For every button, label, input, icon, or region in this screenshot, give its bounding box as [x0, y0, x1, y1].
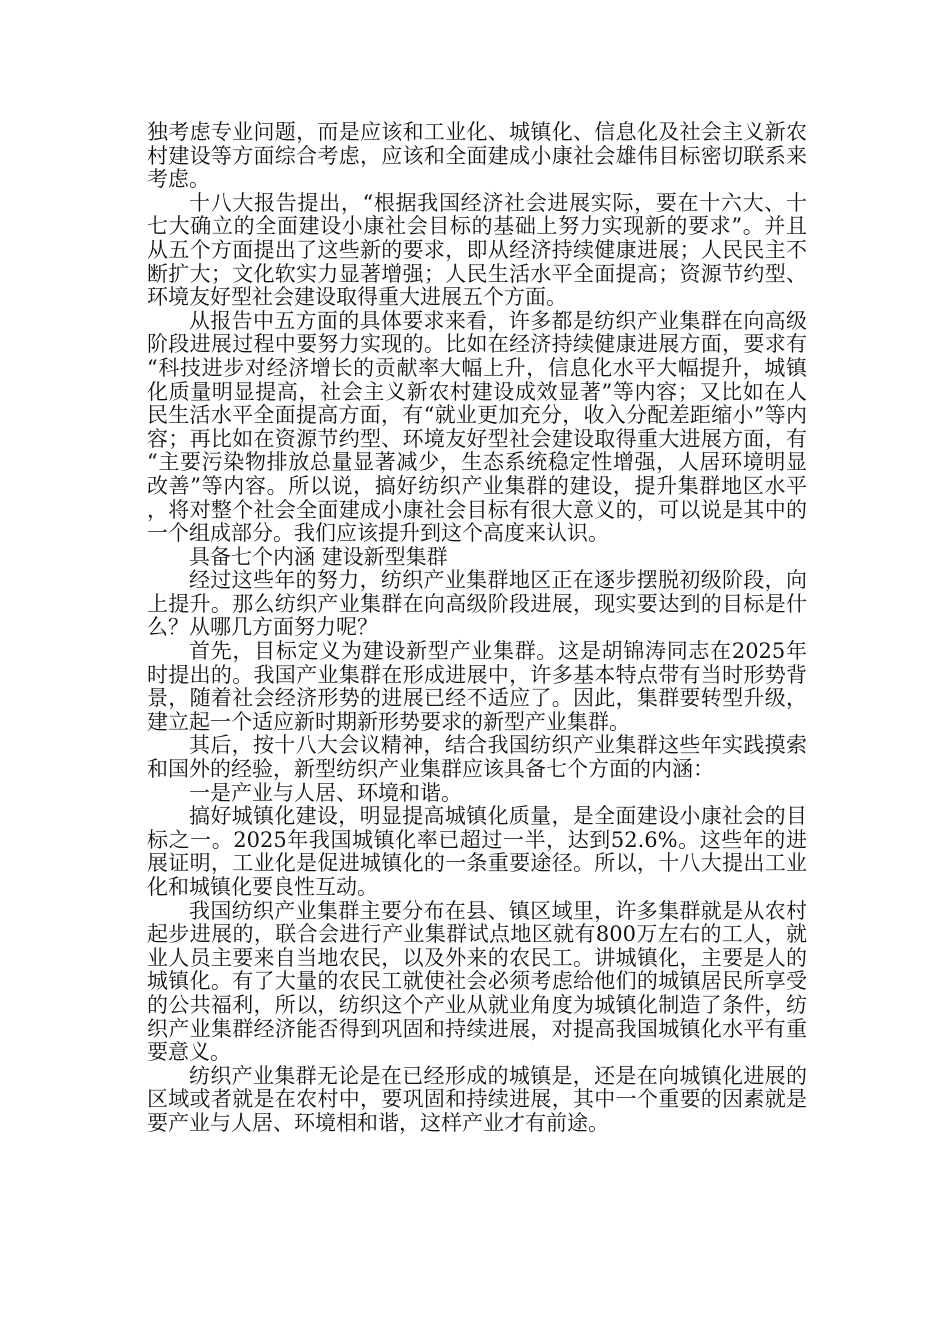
subheading: 一是产业与人居、环境和谐。	[189, 780, 462, 805]
paragraph-continuation: 独考虑专业问题，而是应该和工业化、城镇化、信息化及社会主义新农村建设等方面综合考虑，应该和全面建成小康社会雄伟目标密切联系来考虑。	[147, 120, 807, 192]
paragraph: 搞好城镇化建设，明显提高城镇化质量，是全面建设小康社会的目标之一。2025年我国城镇化率已超过一半，达到52.6%。这些年的进展证明，工业化是促进城镇化的一条重要途径。所以，十八大提出工业化和城镇化要良性互动。	[147, 804, 807, 899]
paragraph: 从报告中五方面的具体要求来看，许多都是纺织产业集群在向高级阶段进展过程中要努力实现的。比如在经济持续健康进展方面，要求有“科技进步对经济增长的贡献率大幅上升，信息化水平大幅提升，城镇化质量明显提高，社会主义新农村建设成效显著”等内容；又比如在人民生活水平全面提高方面，有“就业更加充分，收入分配差距缩小”等内容；再比如在资源节约型、环境友好型社会建设取得重大进展方面，有“主要污染物排放总量显著减少，生态系统稳定性增强，人居环境明显改善”等内容。所以说，搞好纺织产业集群的建设，提升集群地区水平，将对整个社会全面建成小康社会目标有很大意义的，可以说是其中的一个组成部分。我们应该提升到这个高度来认识。	[147, 308, 807, 546]
document-body	[147, 121, 807, 1136]
paragraph: 十八大报告提出，“根据我国经济社会进展实际，要在十六大、十七大确立的全面建设小康社会目标的基础上努力实现新的要求”。并且从五个方面提出了这些新的要求，即从经济持续健康进展；人民民主不断扩大；文化软实力显著增强；人民生活水平全面提高；资源节约型、环境友好型社会建设取得重大进展五个方面。	[147, 190, 807, 310]
paragraph: 纺织产业集群无论是在已经形成的城镇是，还是在向城镇化进展的区域或者就是在农村中，要巩固和持续进展，其中一个重要的因素就是要产业与人居、环境相和谐，这样产业才有前途。	[147, 1063, 807, 1135]
paragraph: 其后，按十八大会议精神，结合我国纺织产业集群这些年实践摸索和国外的经验，新型纺织产业集群应该具备七个方面的内涵：	[147, 733, 807, 782]
paragraph: 我国纺织产业集群主要分布在县、镇区域里，许多集群就是从农村起步进展的，联合会进行产业集群试点地区就有800万左右的工人，就业人员主要来自当地农民，以及外来的农民工。讲城镇化，主要是人的城镇化。有了大量的农民工就使社会必须考虑给他们的城镇居民所享受的公共福利，所以，纺织这个产业从就业角度为城镇化制造了条件，纺织产业集群经济能否得到巩固和持续进展，对提高我国城镇化水平有重要意义。	[147, 898, 807, 1065]
paragraph: 首先，目标定义为建设新型产业集群。这是胡锦涛同志在2025年时提出的。我国产业集群在形成进展中，许多基本特点带有当时形势背景，随着社会经济形势的进展已经不适应了。因此，集群要转型升级，建立起一个适应新时期新形势要求的新型产业集群。	[147, 639, 807, 734]
paragraph: 经过这些年的努力，纺织产业集群地区正在逐步摆脱初级阶段，向上提升。那么纺织产业集群在向高级阶段进展，现实要达到的目标是什么？从哪几方面努力呢？	[147, 568, 807, 640]
section-heading: 具备七个内涵 建设新型集群	[189, 544, 448, 569]
